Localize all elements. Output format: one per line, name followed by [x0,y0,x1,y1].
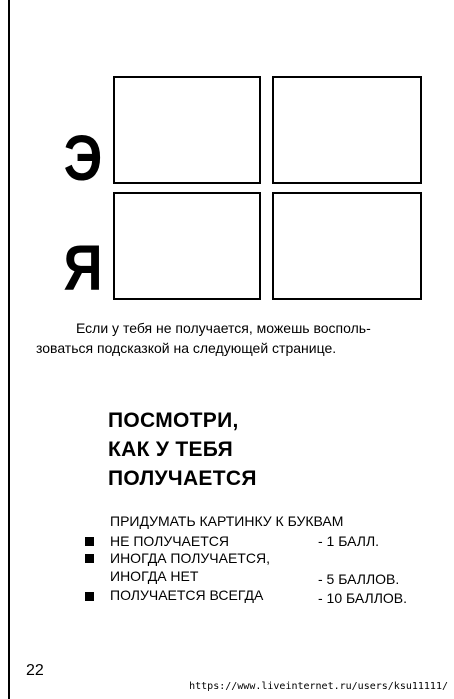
criterion-1-label: НЕ ПОЛУЧАЕТСЯ [110,533,229,549]
drawing-box-top-right[interactable] [272,76,422,184]
criterion-2-label-line-2: ИНОГДА НЕТ [110,568,199,584]
page-number: 22 [26,662,44,679]
bullet-icon [85,537,94,546]
bullet-icon [85,592,94,601]
drawing-box-top-left[interactable] [113,76,261,184]
bullet-icon [85,554,94,563]
source-watermark: https://www.liveinternet.ru/users/ksu11111/ [189,681,448,692]
criterion-2-score: - 5 БАЛЛОВ. [318,571,400,587]
hint-line-1: Если у тебя не получается, можешь восполь- [76,320,371,336]
heading-line-3: ПОЛУЧАЕТСЯ [108,467,257,490]
page-edge-line [8,0,10,699]
letter-e: Э [63,122,103,194]
hint-paragraph [36,318,426,358]
section-heading [108,406,257,493]
criterion-2-label-line-1: ИНОГДА ПОЛУЧАЕТСЯ, [110,550,270,566]
letter-ya: Я [63,232,103,304]
task-title: ПРИДУМАТЬ КАРТИНКУ К БУКВАМ [110,513,344,529]
heading-line-1: ПОСМОТРИ, [108,409,239,432]
hint-line-2: зоваться подсказкой на следующей странице. [36,340,337,356]
criterion-1-score: - 1 БАЛЛ. [318,533,380,549]
heading-line-2: КАК У ТЕБЯ [108,438,234,461]
criterion-3-score: - 10 БАЛЛОВ. [318,590,408,606]
drawing-box-bottom-left[interactable] [113,192,261,300]
criterion-3-label: ПОЛУЧАЕТСЯ ВСЕГДА [110,587,264,603]
drawing-box-bottom-right[interactable] [272,192,422,300]
